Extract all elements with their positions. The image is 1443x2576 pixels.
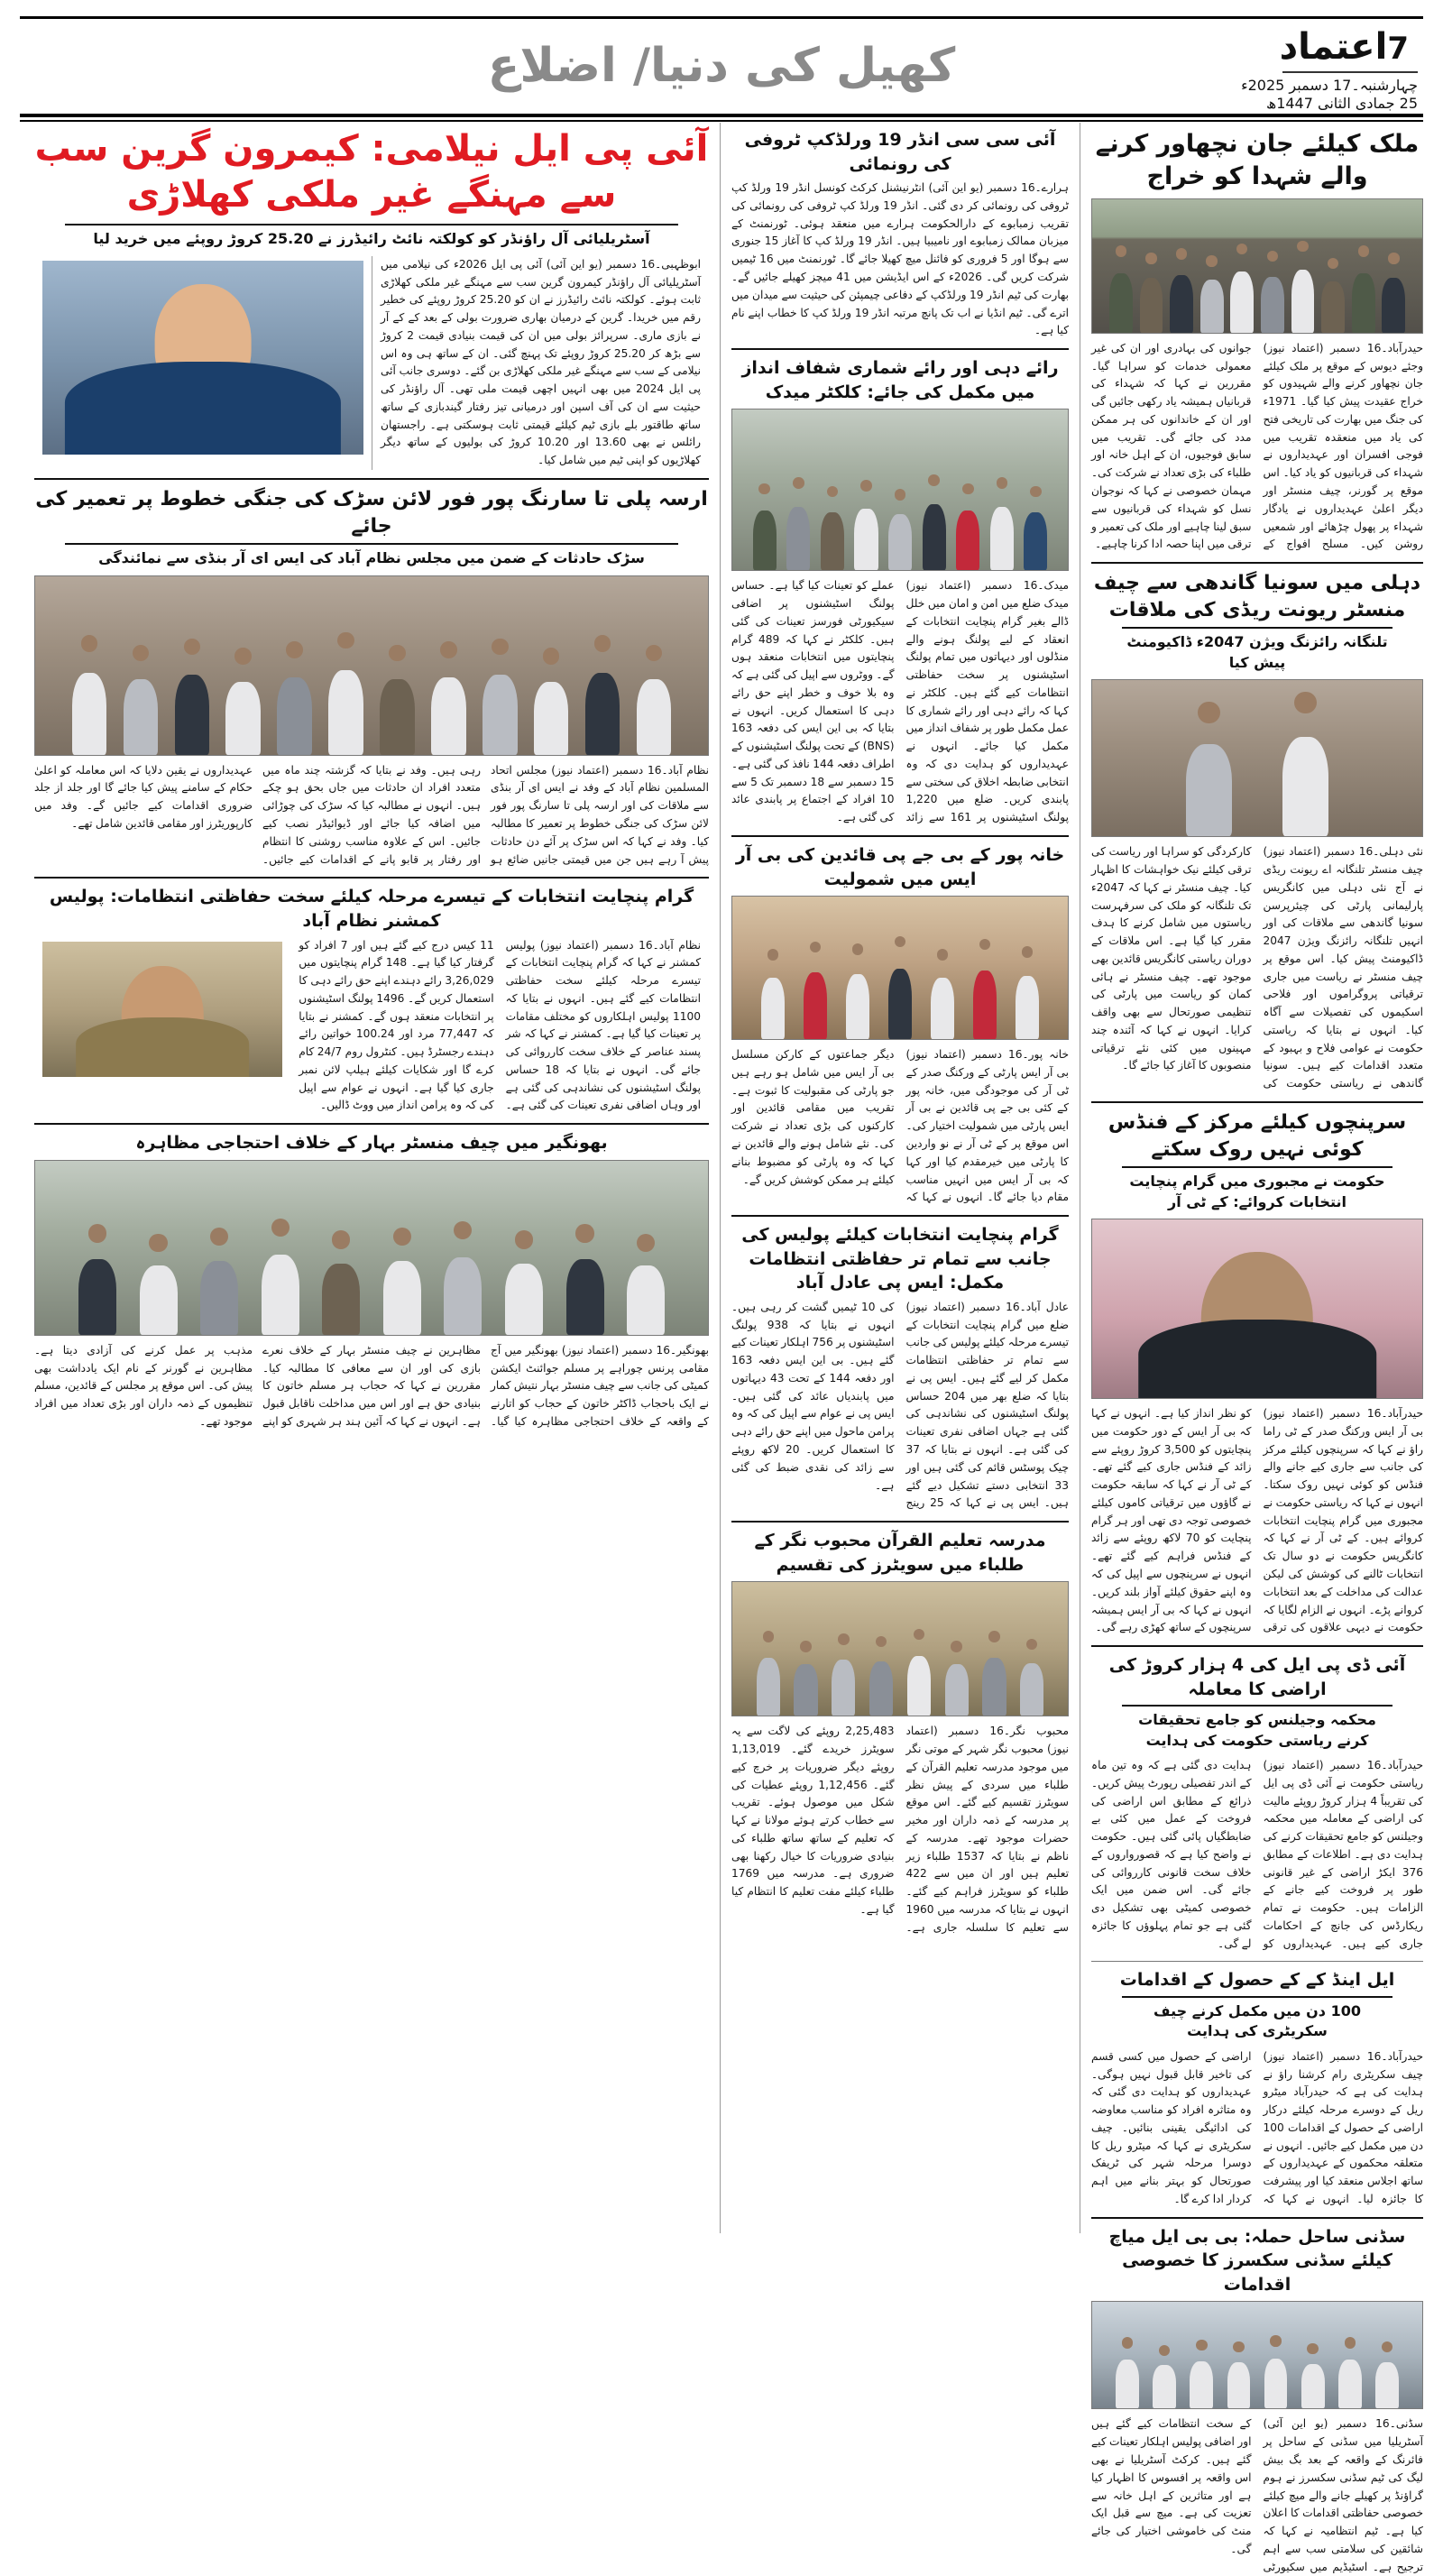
nizamabad-inner xyxy=(34,937,709,1116)
sub-headline: حکومت نے مجبوری میں گرام پنچایت انتخابات کروائے: کے ٹی آر xyxy=(1122,1166,1392,1212)
headline: رائے دہی اور رائے شماری شفاف انداز میں مکمل کی جائے: کلکٹر میدک xyxy=(741,358,1059,402)
story-bhongir-protest xyxy=(34,1131,709,1431)
story-sonia-revanth xyxy=(1091,570,1423,1093)
story-body: نظام آباد۔16 دسمبر (اعتماد نیوز) مجلس اتحاد المسلمین نظام آباد کے وفد نے ایس ای آر بنڈی سے ملاقات کی اور ارسہ پلی تا سارنگ پور فور لائن سڑک کی جنگی خطوط پر تعمیر کا مطالبہ کیا۔ وفد نے کہا کہ اس سڑک پر آئے دن حادثات پیش آ رہے ہیں جن میں قیمتی جانیں ضائع ہو رہی ہیں۔ وفد نے بتایا کہ گزشتہ چند ماہ میں متعدد افراد ان حادثات میں جاں بحق ہو چکے ہیں۔ انہوں نے مطالبہ کیا کہ سڑک کی چوڑائی میں اضافہ کیا جائے اور ڈیوائیڈر نصب کیے جائیں۔ اس کے علاوہ مناسب روشنی کا انتظام اور رفتار پر قابو پانے کے اقدامات کیے جائیں۔ عہدیداروں نے یقین دلایا کہ اس معاملہ کو اعلیٰ حکام کے سامنے پیش کیا جائے گا اور جلد از جلد ضروری اقدامات کیے جائیں گے۔ وفد میں کارپوریٹرز اور مقامی قائدین شامل تھے۔ xyxy=(34,763,709,866)
sub-headline: سڑک حادثات کے ضمن میں مجلس نظام آباد کی ایس ای آر بنڈی سے نمائندگی xyxy=(65,543,678,568)
section-divider xyxy=(1091,2217,1423,2219)
headline: مدرسہ تعلیم القرآن محبوب نگر کے طلباء میں سویٹرز کی تقسیم xyxy=(754,1531,1046,1575)
story-sydney-sixers xyxy=(1091,2225,1423,2576)
page-number: 7 xyxy=(1387,31,1409,67)
story-body: نئی دہلی۔16 دسمبر (اعتماد نیوز) چیف منسٹر تلنگانہ اے ریونت ریڈی نے آج نئی دہلی میں کانگریس پارلیمانی پارٹی کی چیئرپرسن سونیا گاندھی سے ملاقات کی اور انہیں تلنگانہ رائزنگ ویژن 2047 ڈاکیومنٹ پیش کیا۔ اس موقع پر چیف منسٹر نے ریاست میں جاری ترقیاتی پروگراموں اور فلاحی اسکیموں کی تفصیلات سے آگاہ کیا۔ انہوں نے بتایا کہ ریاستی حکومت نے عوامی فلاح و بہبود کے متعدد اقدامات کیے ہیں۔ سونیا گاندھی نے ریاستی حکومت کی کارکردگی کو سراہا اور ریاست کی ترقی کیلئے نیک خواہشات کا اظہار کیا۔ چیف منسٹر نے کہا کہ 2047ء تک تلنگانہ کو ملک کی سرفہرست ریاستوں میں شامل کرنے کا ہدف مقرر کیا گیا ہے۔ اس ملاقات کے دوران ریاستی کانگریس قائدین بھی موجود تھے۔ چیف منسٹر نے ہائی کمان کو ریاست میں پارٹی کی تنظیمی صورتحال سے بھی واقف کرایا۔ انہوں نے کہا کہ آئندہ چند مہینوں میں کئی نئے ترقیاتی منصوبوں کا آغاز کیا جائے گا۔ xyxy=(1091,845,1423,1090)
story-ktr-funds xyxy=(1091,1109,1423,1637)
story-body: نظام آباد۔16 دسمبر (اعتماد نیوز) پولیس کمشنر نے کہا کہ گرام پنچایت انتخابات کے تیسرے مرحلہ کیلئے سخت حفاظتی انتظامات کیے گئے ہیں۔ انہوں نے بتایا کہ 1100 پولیس اہلکاروں کو مختلف مقامات پر تعینات کیا گیا ہے۔ کمشنر نے کہا کہ شر پسند عناصر کے خلاف سخت کارروائی کی جائے گی۔ انہوں نے بتایا کہ 18 حساس پولنگ اسٹیشنوں کی نشاندہی کی گئی ہے اور وہاں اضافی نفری تعینات کی گئی ہے۔ 11 کیس درج کیے گئے ہیں اور 7 افراد کو گرفتار کیا گیا ہے۔ 148 گرام پنچایتوں میں 3,26,029 رائے دہندے اپنے حق رائے دہی کا استعمال کریں گے۔ 1496 پولنگ اسٹیشنوں پر انتخابات منعقد ہوں گے۔ کمشنر نے بتایا کہ 77,447 مرد اور 100.24 خواتین رائے دہندے رجسٹرڈ ہیں۔ کنٹرول روم 24/7 کام کرے گا اور شکایات کیلئے ہیلپ لائن نمبر جاری کیا گیا ہے۔ انہوں نے عوام سے اپیل کی کہ وہ پرامن انداز میں ووٹ ڈالیں۔ xyxy=(299,938,701,1112)
column-left xyxy=(1080,123,1423,2573)
headline: خانہ پور کے بی جے پی قائدین کی بی آر ایس میں شمولیت xyxy=(735,844,1065,889)
section-divider xyxy=(731,1215,1069,1217)
section-divider xyxy=(34,877,709,879)
sub-headline: 100 دن میں مکمل کرنے چیف سکریٹری کی ہدایت xyxy=(1122,1996,1392,2042)
headline: ملک کیلئے جان نچھاور کرنے والے شہدا کو خراج xyxy=(1095,130,1420,191)
lead-inner xyxy=(34,256,709,470)
story-icc-u19-trophy xyxy=(731,128,1069,340)
story-body: ہرارے۔16 دسمبر (یو این آئی) انٹرنیشنل کرکٹ کونسل انڈر 19 ورلڈ کپ ٹروفی کی رونمائی کر دی گئی۔ انڈر 19 ورلڈ کپ ٹروفی کی رونمائی کی تقریب زمبابوے کے دارالحکومت ہرارے میں منعقد ہوئی۔ ٹورنمنٹ کے میزبان ممالک زمبابوے اور نامیبیا ہیں۔ انڈر 19 ورلڈ کپ کا آغاز 15 جنوری سے ہوگا اور 5 فروری کو فائنل میچ کھیلا جائے گا۔ ٹورنمنٹ میں 16 ٹیمیں شرکت کریں گی۔ 2026ء کے اس ایڈیشن میں 41 میچز کھیلے جائیں گے۔ بھارت کی ٹیم انڈر 19 ورلڈکپ کے دفاعی چیمپئن کی حیثیت سے میدان میں اترے گی۔ ٹیم انڈیا نے اب تک پانچ مرتبہ انڈر 19 ورلڈ کپ کا خطاب اپنے نام کیا ہے۔ xyxy=(731,181,1070,337)
section-divider xyxy=(1091,1101,1423,1103)
masthead xyxy=(20,16,1423,117)
story-photo xyxy=(731,1581,1069,1716)
nizamabad-photo-block xyxy=(34,937,290,1116)
section-divider xyxy=(731,348,1069,350)
headline: ارسہ پلی تا سارنگ پور فور لائن سڑک کی جنگی خطوط پر تعمیر کی جائے xyxy=(35,487,708,538)
story-medak-collector xyxy=(731,356,1069,827)
headline: گرام پنچایت انتخابات کیلئے پولیس کی جانب سے تمام تر حفاظتی انتظامات مکمل: ایس پی عادل آباد xyxy=(741,1225,1059,1293)
story-road-construction xyxy=(34,486,709,869)
story-photo xyxy=(1091,198,1423,334)
lead-body: ابوظہبی۔16 دسمبر (یو این آئی) آئی پی ایل 2026ء کی نیلامی میں آسٹریلیائی آل راؤنڈر کیمرون گرین سب سے مہنگے غیر ملکی کھلاڑی ثابت ہوئے۔ کولکتہ نائٹ رائیڈرز نے ان کو 25.20 کروڑ روپئے کی خطیر رقم میں خریدا۔ گرین کے درمیان بھاری ضرورت بولی کے بعد کے کے آر نے بازی ماری۔ سرپرائز بولی میں ان کی قیمت بنیادی قیمت 2 کروڑ سے بڑھ کر 25.20 کروڑ روپئے تک پہنچ گئی۔ ان کے ساتھ ہی وہ اس نیلامی کے سب سے مہنگے غیر ملکی کھلاڑی بن گئے۔ دوسری جانب آئی پی ایل 2024 میں بھی انہیں اچھی قیمت ملی تھی۔ آل راؤنڈر کی حیثیت سے ان کی آف اسپن اور درمیانی تیز رفتار گیندبازی کے ساتھ ساتھ طاقتور بلے بازی ٹیم کیلئے قیمتی ثابت ہوسکتی ہے۔ راجستھان رائلس نے بھی 13.60 اور 10.20 کروڑ کی بولیوں کے ساتھ دیگر کھلاڑیوں کو اپنی ٹیم میں شامل کیا۔ xyxy=(381,257,702,467)
column-middle xyxy=(720,123,1080,2233)
publication-name: اعتماد xyxy=(1279,26,1388,68)
story-photo xyxy=(731,409,1069,571)
section-divider xyxy=(731,835,1069,837)
story-photo xyxy=(1091,1219,1423,1399)
headline: آئی سی سی انڈر 19 ورلڈکپ ٹروفی کی رونمائی xyxy=(744,130,1056,174)
section-divider xyxy=(1091,1961,1423,1962)
story-photo xyxy=(1091,679,1423,837)
story-photo xyxy=(34,1160,709,1336)
headline: سرپنچوں کیلئے مرکز کے فنڈس کوئی نہیں روک سکتے xyxy=(1108,1110,1407,1161)
section-title: کھیل کی دنیا/ اضلاع xyxy=(487,39,956,93)
lead-sub-headline: آسٹریلیائی آل راؤنڈر کو کولکتہ نائٹ رائیڈرز نے 25.20 کروڑ روپئے میں خرید لیا xyxy=(65,224,678,249)
story-photo xyxy=(42,942,282,1077)
story-body: حیدرآباد۔16 دسمبر (اعتماد نیوز) بی آر ایس ورکنگ صدر کے ٹی راما راؤ نے کہا کہ سرپنچوں کیلئے مرکز کی جانب سے جاری کیے جانے والے فنڈس کو کوئی نہیں روک سکتا۔ انہوں نے کہا کہ ریاستی حکومت نے مجبوری میں گرام پنچایت انتخابات کروائے ہیں۔ کے ٹی آر نے کہا کہ کانگریس حکومت نے دو سال تک انتخابات ٹالنے کی کوشش کی لیکن عدالت کی مداخلت کے بعد انتخابات کروانے پڑے۔ انہوں نے الزام لگایا کہ حکومت نے دیہی علاقوں کی ترقی کو نظر انداز کیا ہے۔ انہوں نے کہا کہ بی آر ایس کے دور حکومت میں پنچایتوں کو 3,500 کروڑ روپئے سے زائد کے فنڈس جاری کیے گئے تھے۔ کے ٹی آر نے کہا کہ سابقہ حکومت نے گاؤوں میں ترقیاتی کاموں کیلئے خصوصی توجہ دی تھی اور ہر گرام پنچایت کو 70 لاکھ روپئے سے زائد کے فنڈس فراہم کیے گئے تھے۔ انہوں نے سرپنچوں سے اپیل کی کہ وہ اپنے حقوق کیلئے آواز بلند کریں۔ انہوں نے کہا کہ بی آر ایس ہمیشہ سرپنچوں کے ساتھ کھڑی رہے گی۔ xyxy=(1091,1407,1423,1634)
headline: سڈنی ساحل حملہ: بی بی ایل میاچ کیلئے سڈنی سکسرز کا خصوصی اقدامات xyxy=(1108,2226,1406,2295)
story-idpl-land xyxy=(1091,1653,1423,1953)
story-body: میدک۔16 دسمبر (اعتماد نیوز) میدک ضلع میں امن و امان میں خلل ڈالے بغیر گرام پنچایت انتخابات کے انعقاد کے لیے پولنگ ہونے والے منڈلوں اور دیہاتوں میں تمام پولنگ اسٹیشنوں پر سخت حفاظتی انتظامات کیے گئے ہیں۔ کلکٹر نے کہا کہ رائے دہی اور رائے شماری کا عمل مکمل طور پر شفاف انداز میں مکمل کیا جائے۔ انہوں نے عہدیداروں کو ہدایت دی کہ وہ انتخابی ضابطہ اخلاق کی سختی سے پابندی کریں۔ ضلع میں 1,220 پولنگ اسٹیشنوں پر 161 سے زائد عملے کو تعینات کیا گیا ہے۔ حساس پولنگ اسٹیشنوں پر اضافی سیکیورٹی فورسز تعینات کی گئی ہیں۔ کلکٹر نے کہا کہ 489 گرام پنچایتوں میں انتخابات منعقد ہوں گے۔ ووٹروں سے اپیل کی گئی ہے کہ وہ بلا خوف و خطر اپنے حق رائے دہی کا استعمال کریں۔ انہوں نے بتایا کہ بی این ایس کی دفعہ 163 (BNS) کے تحت پولنگ اسٹیشنوں کے اطراف دفعہ 144 نافذ کی گئی ہے۔ 15 دسمبر سے 18 دسمبر تک 5 سے 10 افراد کے اجتماع پر پابندی عائد کی گئی ہے۔ xyxy=(731,579,1069,824)
story-mahabubnagar-madrasa xyxy=(731,1529,1069,1937)
story-body: سڈنی۔16 دسمبر (یو این آئی) آسٹریلیا میں سڈنی کے ساحل پر فائرنگ کے واقعہ کے بعد بگ بیش لیگ کی ٹیم سڈنی سکسرز نے ہوم گراؤنڈ پر کھیلے جانے والے میچ کیلئے خصوصی حفاظتی اقدامات کا اعلان کیا ہے۔ ٹیم انتظامیہ نے کہا کہ شائقین کی سلامتی سب سے اہم ترجیح ہے۔ اسٹیڈیم میں سکیورٹی کے سخت انتظامات کیے گئے ہیں اور اضافی پولیس اہلکار تعینات کیے گئے ہیں۔ کرکٹ آسٹریلیا نے بھی اس واقعہ پر افسوس کا اظہار کیا ہے اور متاثرین کے اہل خانہ سے تعزیت کی ہے۔ میچ سے قبل ایک منٹ کی خاموشی اختیار کی جائے گی۔ xyxy=(1091,2417,1423,2573)
column-right xyxy=(34,123,720,2233)
photo-figures xyxy=(1092,250,1422,333)
story-martyrs-tribute xyxy=(1091,128,1423,554)
headline: ایل اینڈ کے کے حصول کے اقدامات xyxy=(1119,1970,1395,1991)
story-body: عادل آباد۔16 دسمبر (اعتماد نیوز) ضلع میں گرام پنچایت انتخابات کے تیسرے مرحلہ کیلئے پولیس کی جانب سے تمام تر حفاظتی انتظامات مکمل کر لیے گئے ہیں۔ ایس پی نے بتایا کہ ضلع بھر میں 204 حساس پولنگ اسٹیشنوں کی نشاندہی کی گئی ہے جہاں اضافی نفری تعینات کی گئی ہے۔ انہوں نے بتایا کہ 37 چیک پوسٹس قائم کی گئی ہیں اور 33 انتخابی دستے تشکیل دیے گئے ہیں۔ ایس پی نے کہا کہ 25 رینج کی 10 ٹیمیں گشت کر رہی ہیں۔ انہوں نے بتایا کہ 938 پولنگ اسٹیشنوں پر 756 اہلکار تعینات کیے گئے ہیں۔ بی این ایس دفعہ 163 اور دفعہ 144 کے تحت 43 دیہاتوں میں پابندیاں عائد کی گئی ہیں۔ ایس پی نے عوام سے اپیل کی کہ وہ پرامن ماحول میں اپنے حق رائے دہی کا استعمال کریں۔ 20 لاکھ روپئے سے زائد کی نقدی ضبط کی گئی ہے۔ xyxy=(731,1300,1070,1510)
masthead-date-hijri: 25 جمادی الثانی 1447ھ xyxy=(1266,95,1418,112)
nizamabad-text xyxy=(290,937,709,1116)
story-photo xyxy=(1091,2301,1423,2409)
page-grid xyxy=(20,123,1423,2573)
story-body: خانہ پور۔16 دسمبر (اعتماد نیوز) بی آر ایس پارٹی کے ورکنگ صدر کے ٹی آر کی موجودگی میں، خانہ پور کے کئی بی جے پی قائدین نے بی آر ایس پارٹی میں شمولیت اختیار کی۔ اس موقع پر کے ٹی آر نے نو واردین کا پارٹی میں خیرمقدم کیا اور کہا کہ بی آر ایس میں انہیں مناسب مقام دیا جائے گا۔ انہوں نے کہا کہ دیگر جماعتوں کے کارکن مسلسل بی آر ایس میں شامل ہو رہے ہیں جو پارٹی کی مقبولیت کا ثبوت ہے۔ تقریب میں مقامی قائدین اور کارکنوں کی بڑی تعداد نے شرکت کی۔ نئے شامل ہونے والے قائدین نے کہا کہ وہ پارٹی کو مضبوط بنانے کیلئے ہر ممکن کوشش کریں گے۔ xyxy=(731,1048,1069,1204)
story-photo xyxy=(34,575,709,756)
section-divider xyxy=(34,478,709,480)
story-nizamabad-police xyxy=(34,885,709,1115)
story-body: حیدرآباد۔16 دسمبر (اعتماد نیوز) ریاستی حکومت نے آئی ڈی پی ایل کی تقریباً 4 ہزار کروڑ روپئے مالیت کی اراضی کے معاملہ میں محکمہ وجیلنس کو جامع تحقیقات کرنے کی ہدایت دی ہے۔ اطلاعات کے مطابق 376 ایکڑ اراضی کے غیر قانونی طور پر فروخت کیے جانے کے الزامات ہیں۔ حکومت نے تمام ریکارڈس کی جانچ کے احکامات جاری کیے ہیں۔ عہدیداروں کو ہدایت دی گئی ہے کہ وہ تین ماہ کے اندر تفصیلی رپورٹ پیش کریں۔ ذرائع کے مطابق اس اراضی کی فروخت کے عمل میں کئی بے ضابطگیاں پائی گئی ہیں۔ حکومت نے واضح کیا ہے کہ قصورواروں کے خلاف سخت قانونی کارروائی کی جائے گی۔ اس ضمن میں ایک خصوصی کمیٹی بھی تشکیل دی گئی ہے جو تمام پہلوؤں کا جائزہ لے گی۔ xyxy=(1091,1759,1423,1950)
story-body: حیدرآباد۔16 دسمبر (اعتماد نیوز) وجئے دیوس کے موقع پر ملک کیلئے جان نچھاور کرنے والے شہیدوں کو خراج عقیدت پیش کیا گیا۔ 1971ء کی جنگ میں بھارت کی تاریخی فتح کی یاد میں منعقدہ تقریب میں فوجی افسران اور عہدیداروں نے شہداء کی قربانیوں کو یاد کیا۔ اس موقع پر گورنر، چیف منسٹر اور دیگر اعلیٰ عہدیداروں نے یادگار شہداء پر پھول چڑھائے اور شمعیں روشن کیں۔ مسلح افواج کے جوانوں کی بہادری اور ان کی غیر معمولی خدمات کو سراہا گیا۔ مقررین نے کہا کہ شہداء کی قربانیاں ہمیشہ یاد رکھی جائیں گی اور ان کے خاندانوں کی ہر ممکن مدد کی جائے گی۔ تقریب میں سابق فوجیوں، ان کے اہل خانہ اور طلباء کی بڑی تعداد نے شرکت کی۔ مہمان خصوصی نے کہا کہ نوجوان نسل کو شہداء کی قربانیوں سے سبق لینا چاہیے اور ملک کی تعمیر و ترقی میں اپنا حصہ ادا کرنا چاہیے۔ xyxy=(1091,341,1423,551)
headline: آئی ڈی پی ایل کی 4 ہزار کروڑ کی اراضی کا معاملہ xyxy=(1108,1655,1406,1699)
lead-photo-block xyxy=(34,256,372,470)
story-body: حیدرآباد۔16 دسمبر (اعتماد نیوز) چیف سکریٹری رام کرشنا راؤ نے ہدایت کی ہے کہ حیدرآباد میٹرو ریل کے دوسرے مرحلہ کیلئے درکار اراضی کے حصول کے اقدامات 100 دن میں مکمل کیے جائیں۔ انہوں نے متعلقہ محکموں کے عہدیداروں کے ساتھ اجلاس منعقد کیا اور پیشرفت کا جائزہ لیا۔ انہوں نے کہا کہ اراضی کے حصول میں کسی قسم کی تاخیر قابل قبول نہیں ہوگی۔ عہدیداروں کو ہدایت دی گئی کہ وہ متاثرہ افراد کو مناسب معاوضہ کی ادائیگی یقینی بنائیں۔ چیف سکریٹری نے کہا کہ میٹرو ریل کا دوسرا مرحلہ شہر کی ٹریفک صورتحال کو بہتر بنانے میں اہم کردار ادا کرے گا۔ xyxy=(1091,2049,1423,2205)
section-divider xyxy=(731,1521,1069,1523)
story-khanapur-brs xyxy=(731,843,1069,1207)
story-ipl-auction-lead xyxy=(34,126,709,470)
headline: دہلی میں سونیا گاندھی سے چیف منسٹر ریونت ریڈی کی ملاقات xyxy=(1093,572,1421,621)
section-divider xyxy=(1091,562,1423,564)
story-photo xyxy=(731,896,1069,1040)
section-divider xyxy=(34,1123,709,1125)
story-lands-acquisition xyxy=(1091,1968,1423,2208)
sub-headline: تلنگانہ رائزنگ ویژن 2047ء ڈاکیومنٹ پیش کیا xyxy=(1122,627,1392,673)
section-divider xyxy=(1091,1645,1423,1647)
headline: بھونگیر میں چیف منسٹر بہار کے خلاف احتجاجی مظاہرہ xyxy=(135,1133,608,1154)
lead-photo xyxy=(42,261,363,455)
masthead-date-gregorian: چہارشنبہ۔17 دسمبر 2025ء xyxy=(1241,77,1418,94)
story-adilabad-sp xyxy=(731,1223,1069,1513)
lead-text-block xyxy=(372,256,709,470)
story-body: بھونگیر۔16 دسمبر (اعتماد نیوز) بھونگیر میں آج مقامی پرنس چوراہے پر مسلم جوائنٹ ایکشن کمیٹی کی جانب سے چیف منسٹر بہار نتیش کمار نے ایک باحجاب ڈاکٹر خاتون کے حجاب کو اتارنے کے واقعہ کے خلاف احتجاجی مظاہرہ کیا گیا۔ مظاہرین نے چیف منسٹر بہار کے خلاف نعرے بازی کی اور ان سے معافی کا مطالبہ کیا۔ مقررین نے کہا کہ حجاب ہر مسلم خاتون کا بنیادی حق ہے اور اس میں مداخلت ناقابل قبول ہے۔ انہوں نے کہا کہ آئین ہند ہر شہری کو اپنے مذہب پر عمل کرنے کی آزادی دیتا ہے۔ مظاہرین نے گورنر کے نام ایک یادداشت بھی پیش کی۔ اس موقع پر مجلس کے قائدین، مسلم تنظیموں کے ذمہ داران اور بڑی تعداد میں افراد موجود تھے۔ xyxy=(34,1343,709,1428)
headline: گرام پنچایت انتخابات کے تیسرے مرحلہ کیلئے سخت حفاظتی انتظامات: پولیس کمشنر نظام آباد xyxy=(49,887,694,931)
lead-headline: آئی پی ایل نیلامی: کیمرون گرین سب سے مہنگے غیر ملکی کھلاڑی xyxy=(34,128,709,216)
sub-headline: محکمہ وجیلنس کو جامع تحقیقات کرنے ریاستی حکومت کی ہدایت xyxy=(1122,1705,1392,1751)
story-body: محبوب نگر۔16 دسمبر (اعتماد نیوز) محبوب نگر شہر کے موتی نگر میں موجود مدرسہ تعلیم القرآن کے طلباء میں سردی کے پیش نظر سویٹرز تقسیم کیے گئے۔ اس موقع پر مدرسہ کے ذمہ داران اور مخیر حضرات موجود تھے۔ مدرسہ کے ناظم نے بتایا کہ 1537 طلباء زیر تعلیم ہیں اور ان میں سے 422 طلباء کو سویٹرز فراہم کیے گئے۔ انہوں نے بتایا کہ مدرسہ میں 1960 سے تعلیم کا سلسلہ جاری ہے۔ 2,25,483 روپئے کی لاگت سے یہ سویٹرز خریدے گئے۔ 1,13,019 روپئے دیگر ضروریات پر خرچ کیے گئے۔ 1,12,456 روپئے عطیات کی شکل میں موصول ہوئے۔ تقریب سے خطاب کرتے ہوئے مولانا نے کہا کہ تعلیم کے ساتھ ساتھ طلباء کی بنیادی ضروریات کا خیال رکھنا بھی ضروری ہے۔ مدرسہ میں 1769 طلباء کیلئے مفت تعلیم کا انتظام کیا گیا ہے۔ xyxy=(731,1725,1070,1934)
